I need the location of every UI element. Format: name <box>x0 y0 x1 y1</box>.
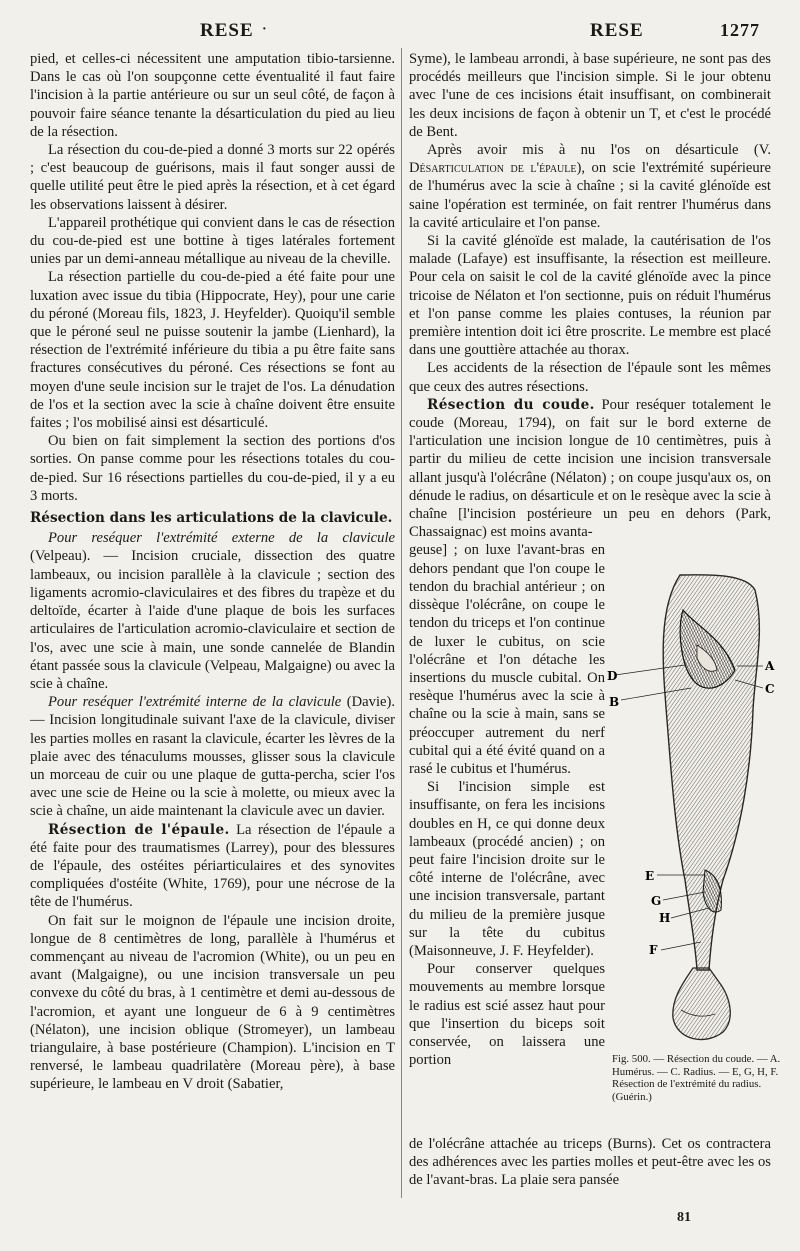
paragraph <box>30 693 395 820</box>
running-head-right: RESE <box>590 20 644 41</box>
paragraph-text: (Davie). — Incision longitudinale suivant l'axe de la clavicule, diviser les parties molles en rasant la clavicule, écarter les lèvres de la plaie avec des ténaculums mousses, glisser sous la clavicule un morceau de cuir ou une plaque de gutta-percha, scier l'os avec une scie de Heine ou la scie à molette, ou mieux avec la scie à chaîne, un aide maintenant la clavicule avec un davier. <box>30 694 395 820</box>
arm-illustration <box>605 570 775 1050</box>
paragraph: Si la cavité glénoïde est malade, la cautérisation de l'os malade (Lafaye) est insuffisante, la résection est meilleure. Pour cela on saisit le col de la cavité glénoïde avec la pince tricoise de Nélaton et l'on sectionne, puis on réduit l'humérus et l'on panse comme les plaies contuses, la réunion par première intention doit ici être proscrite. Le membre est placé dans une gouttière attachée au thorax. <box>409 233 771 359</box>
figure-caption: Fig. 500. — Résection du coude. — A. Humérus. — C. Radius. — E, G, H, F. Résection de l'extrémité du radius. (Guérin.) <box>612 1053 781 1103</box>
italic-phrase: Pour reséquer l'extrémité externe de la clavicule <box>48 530 395 547</box>
figure-arm-engraving <box>605 570 775 1050</box>
section-heading-coude: Résection du coude. <box>427 396 595 413</box>
paragraph-text: (Velpeau). — Incision cruciale, dissection des quatre lambeaux, ou incision parallèle à la clavicule ; section des ligaments acromio-claviculaires et des fibres du trapèze et du deltoïde, écarter à l'aide d'une plaque de bois les surfaces articulaires de l'articulation acromio-claviculaire et section de l'os, avec une scie à main, une sonde cannelée de Blandin étant passée sous la clavicule (Velpeau, Malgaigne) ou avec la scie à chaîne. <box>30 548 395 692</box>
running-head-left: RESE <box>200 20 254 41</box>
paragraph-text: Pour reséquer totalement le coude (Moreau, 1794), on fait sur le bord externe de l'articulation une incision longue de 10 centimètres, puis à partir du milieu de cette incision une incision transversale allant jusqu'à l'olécrâne (Nélaton) ; on coupe jusqu'aux os, on dénude le radius, on désarticule et on le resèque avec la scie à chaîne [l'incision postérieure un peu en dehors (Park, Chassaignac) est moins avanta- <box>409 396 771 541</box>
figure-label-e: E <box>645 869 655 883</box>
figure-label-g: G <box>651 894 662 908</box>
figure-label-b: B <box>609 695 620 709</box>
figure-label-c: C <box>765 682 775 696</box>
cross-reference: Désarticulation de l'épaule <box>409 160 577 177</box>
paragraph-continuation: de l'olécrâne attachée au triceps (Burns). Cet os contractera des adhérences avec les parties molles et peut-être avec les os de l'avant-bras. La plaie sera pansée <box>409 1136 771 1189</box>
paragraph: Ou bien on fait simplement la section des portions d'os sorties. On panse comme pour les résections totales du cou-de-pied. Sur 16 résections partielles du cou-de-pied, il y a eu 3 morts. <box>30 433 395 504</box>
figure-label-d: D <box>607 669 618 683</box>
paragraph-text: La résection de l'épaule a été faite pour des traumatismes (Larrey), pour des blessures de l'épaule, des ostéites périarticulaires et des synovites compliquées d'ostéite (White, 1769), pour une nécrose de la tête de l'humérus. <box>30 821 395 911</box>
figure-label-f: F <box>649 943 658 957</box>
paragraph: geuse] ; on luxe l'avant-bras en dehors pendant que l'on coupe le tendon du brachial antérieur ; on dissèque l'olécrâne, on coupe le tendon du triceps et l'on continue de luxer le cubitus, on scie l'olécrâne et l'on détache les insertions du muscle cubital. On resèque l'humérus avec la scie à chaîne ou la scie à main, sans se préoccuper autrement du nerf cubital qui a été évité quand on a rasé le cubitus et l'humérus. <box>409 542 605 777</box>
section-heading-epaule: Résection de l'épaule. <box>48 821 230 838</box>
italic-phrase: Pour reséquer l'extrémité interne de la clavicule <box>48 694 342 711</box>
paragraph: L'appareil prothétique qui convient dans le cas de résection du cou-de-pied est une bottine à tiges latérales fortement unies par un demi-anneau métallique au niveau de la cheville. <box>30 214 395 268</box>
paragraph: Pour conserver quelques mouvements au membre lorsque le radius est scié assez haut pour que l'insertion du biceps soit conservée, on laissera une portion <box>409 961 605 1069</box>
paragraph <box>30 529 395 693</box>
paragraph: Syme), le lambeau arrondi, à base supérieure, ne sont pas des procédés meilleurs que l'incision simple. Si le jour obtenu avec l'une de ces incisions était insuffisant, on combinerait les deux incisions de façon à obtenir un T, et c'est le procédé de Bent. <box>409 51 771 140</box>
paragraph: On fait sur le moignon de l'épaule une incision droite, longue de 8 centimètres de long, parallèle à l'humérus et commençant au niveau de l'acromion (White), ou un peu en avant (Malgaigne), ou une incision transversale un peu convexe du côté du bras, à 1 centimètre et demi au-dessous de l'acromion, et ayant une longueur de 6 à 9 centimètres (Nélaton), une incision oblique (Stromeyer), un lambeau triangulaire, à base postérieure (Champion). L'incision en T renversé, le lambeau quadrilatère (Moreau père), à base supérieure, le lambeau en V droit (Sabatier, <box>30 912 395 1093</box>
paragraph: Les accidents de la résection de l'épaule sont les mêmes que ceux des autres résections. <box>409 360 771 395</box>
paragraph <box>30 821 395 912</box>
paragraph <box>409 141 771 232</box>
figure-label-h: H <box>659 911 671 925</box>
column-divider <box>401 48 402 1198</box>
paragraph: pied, et celles-ci nécessitent une amputation tibio-tarsienne. Dans le cas où l'on soupçonne cette éventualité il faut faire l'incision à la partie antérieure ou sur un seul côté, de façon à pouvoir faire séance tenante la désarticulation du pied au lieu de la résection. <box>30 51 395 140</box>
paragraph-text: Après avoir mis à nu l'os on désarticule (V. <box>427 142 771 159</box>
running-head-mark: · <box>262 22 268 37</box>
page-number: 1277 <box>720 20 760 40</box>
paragraph: La résection du cou-de-pied a donné 3 morts sur 22 opérés ; c'est beaucoup de guérisons, mais il faut songer aussi de quelle utilité peut être le pied après la résection, et à cet égard les observations laissent à désirer. <box>30 142 395 213</box>
left-column <box>30 50 395 1094</box>
paragraph: La résection partielle du cou-de-pied a été faite pour une luxation avec issue du tibia (Hippocrate, Hey), pour une carie du péroné (Moreau fils, 1823, J. Heyfelder). Quoiqu'il semble que le péroné seul ne puisse soutenir la jambe (Lienhard), la résection de l'extrémité inférieure du tibia a pu être faite sans fractures consécutives du péroné. Ces résections se font au moyen d'une seule incision sur le trajet de l'os. La dénudation de l'os et la section avec la scie à chaîne doivent être ensuite faites ; l'os mobilisé ainsi est désarticulé. <box>30 269 395 432</box>
figure-label-a: A <box>765 659 775 673</box>
paragraph: Si l'incision simple est insuffisante, on fera les incisions doubles en H, ce qui donne deux lambeaux (procédé ancien) ; on peut faire l'incision droite sur le côté interne de l'olécrâne, avec une incision transversale, partant du milieu de la première jusque sur la tête du cubitus (Maisonneuve, J. F. Heyfelder). <box>409 779 605 959</box>
wrapped-text-beside-figure <box>409 541 605 1069</box>
section-heading-clavicule: Résection dans les articulations de la clavicule. <box>30 510 393 527</box>
signature-mark: 81 <box>677 1210 691 1225</box>
paragraph-text: ), on scie l'extrémité supérieure de l'humérus avec la scie à chaîne ; si la cavité glénoïde est saine l'opération est terminée, on fait rentrer l'humérus dans la cavité articulaire et l'on panse. <box>409 160 772 231</box>
paragraph <box>409 396 771 542</box>
